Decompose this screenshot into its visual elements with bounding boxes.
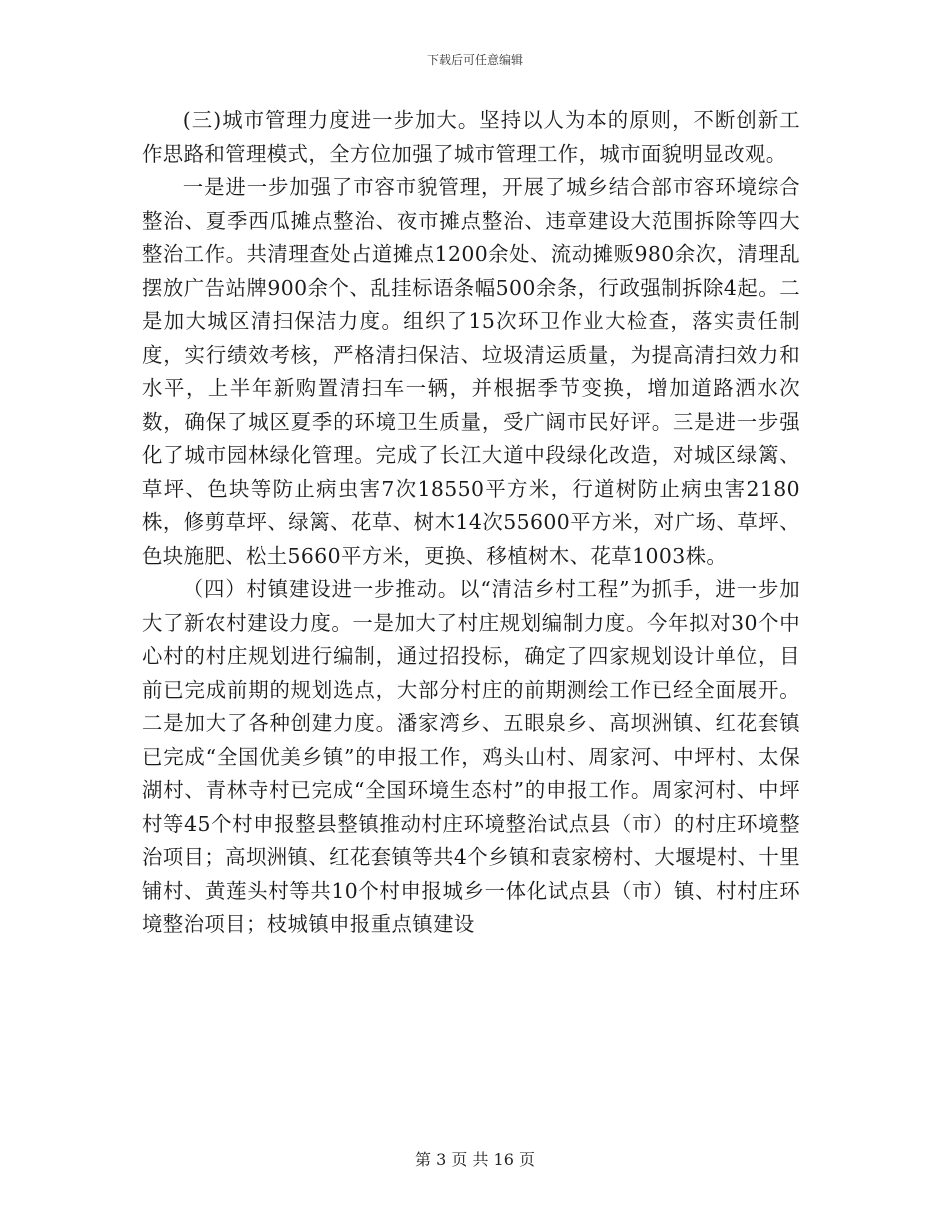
page-header-note: 下载后可任意编辑 (426, 53, 523, 67)
document-body (142, 104, 800, 942)
paragraph-village-construction: （四）村镇建设进一步推动。以“清洁乡村工程”为抓手，进一步加大了新农村建设力度。一是加大了村庄规划编制力度。今年拟对30个中心村的村庄规划进行编制，通过招投标，确定了四家规划设计单位，目前已完成前期的规划选点，大部分村庄的前期测绘工作已经全面展开。二是加大了各种创建力度。潘家湾乡、五眼泉乡、高坝洲镇、红花套镇已完成“全国优美乡镇”的申报工作，鸡头山村、周家河、中坪村、太保湖村、青林寺村已完成“全国环境生态村”的申报工作。周家河村、中坪村等45个村申报整县整镇推动村庄环境整治试点县（市）的村庄环境整治项目；高坝洲镇、红花套镇等共4个乡镇和袁家榜村、大堰堤村、十里铺村、黄莲头村等共10个村申报城乡一体化试点县（市）镇、村村庄环境整治项目；枝城镇申报重点镇建设 (142, 577, 800, 936)
paragraph-city-appearance-measures: 一是进一步加强了市容市貌管理，开展了城乡结合部市容环境综合整治、夏季西瓜摊点整治、夜市摊点整治、违章建设大范围拆除等四大整治工作。共清理查处占道摊点1200余处、流动摊贩980余次，清理乱摆放广告站牌900余个、乱挂标语条幅500余条，行政强制拆除4起。二是加大城区清扫保洁力度。组织了15次环卫作业大检查，落实责任制度，实行绩效考核，严格清扫保洁、垃圾清运质量，为提高清扫效力和水平，上半年新购置清扫车一辆，并根据季节变换，增加道路洒水次数，确保了城区夏季的环境卫生质量，受广阔市民好评。三是进一步强化了城市园林绿化管理。完成了长江大道中段绿化改造，对城区绿篱、草坪、色块等防止病虫害7次18550平方米，行道树防止病虫害2180株，修剪草坪、绿篱、花草、树木14次55600平方米，对广场、草坪、色块施肥、松土5660平方米，更换、移植树木、花草1003株。 (142, 175, 800, 568)
page-number-footer: 第 3 页 共 16 页 (415, 1150, 535, 1169)
paragraph-city-management: (三)城市管理力度进一步加大。坚持以人为本的原则，不断创新工作思路和管理模式，全方位加强了城市管理工作，城市面貌明显改观。 (142, 108, 800, 166)
